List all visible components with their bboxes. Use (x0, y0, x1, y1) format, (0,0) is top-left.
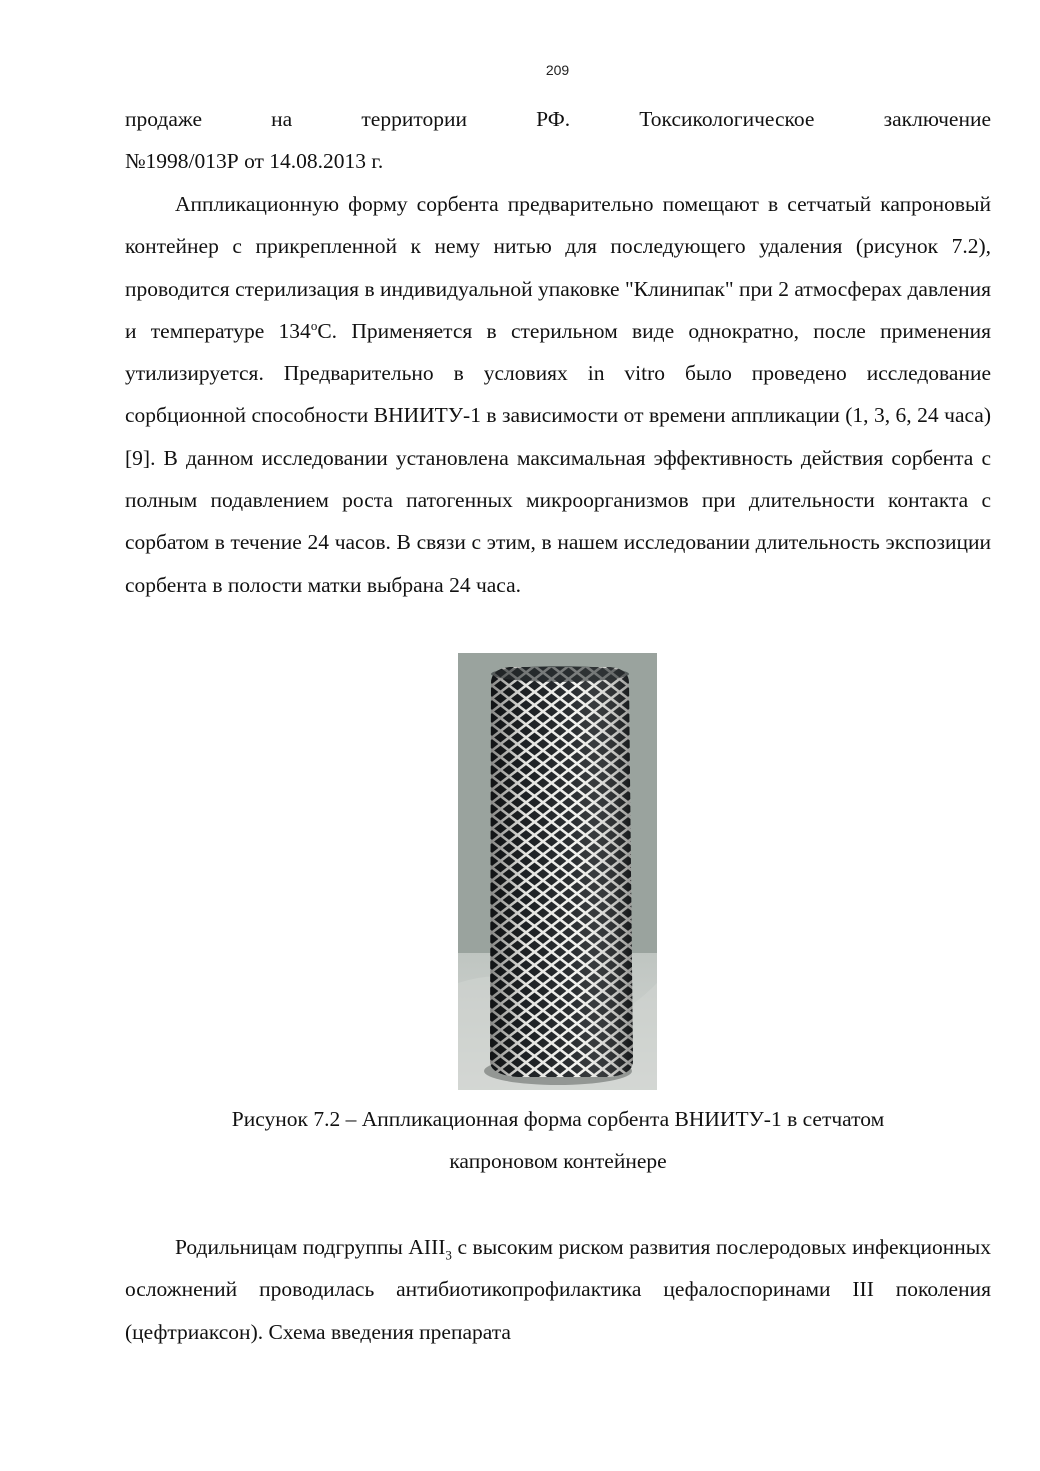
paragraph-continuation (125, 98, 991, 183)
page-number: 209 (545, 62, 570, 78)
mesh-cylinder-shading (490, 667, 633, 1077)
paragraph-main-part2: С. Применяется в стерильном виде однократно, после применения утилизируется. Предварительно в условиях in vitro было проведено исследование сорбционной способности ВНИИТУ-1 в зависимости от времени аппликации (1, 3, 6, 24 часа) [9]. В данном исследовании установлена максимальная эффективность действия сорбента с полным подавлением роста патогенных микроорганизмов при длительности контакта с сорбатом в течение 24 часов. В связи с этим, в нашем исследовании длительность экспозиции сорбента в полости матки выбрана 24 часа. (125, 318, 991, 597)
figure-caption-line2: капроновом контейнере (449, 1149, 667, 1174)
paragraph-main-part1: Аппликационную форму сорбента предварительно помещают в сетчатый капроновый контейнер с прикрепленной к нему нитью для последующего удаления (рисунок 7.2), проводится стерилизация в индивидуальной упаковке "Клинипак" при 2 атмосферах давления и температуре 134 (125, 192, 991, 343)
figure-caption-line1: Рисунок 7.2 – Аппликационная форма сорбента ВНИИТУ-1 в сетчатом (231, 1107, 885, 1131)
paragraph-bottom (125, 1226, 991, 1353)
degree-superscript: o (310, 317, 318, 333)
paragraph-continuation-line1 (125, 98, 991, 140)
paragraph-continuation-line2: №1998/013Р от 14.08.2013 г. (125, 149, 384, 174)
paragraph-main-block (125, 183, 991, 606)
paragraph-bottom-block (125, 1226, 991, 1353)
word: продаже (125, 107, 202, 131)
paragraph-bottom-part1: Родильницам подгруппы АIII (175, 1235, 446, 1259)
mesh-cylinder-image (458, 653, 657, 1090)
word: РФ. (536, 107, 571, 131)
cylinder-top-rim (491, 666, 629, 682)
paragraph-bottom-part2: с высоким риском развития послеродовых инфекционных осложнений проводилась антибиотикопрофилактика цефалоспоринами III поколения (цефтриаксон). Схема введения препарата (125, 1235, 991, 1344)
word: территории (361, 107, 467, 131)
word: Токсикологическое (639, 107, 815, 131)
word: на (271, 107, 293, 131)
subgroup-subscript: 3 (445, 1247, 452, 1263)
paragraph-main (125, 183, 991, 606)
figure-caption (125, 1098, 991, 1183)
figure-photo (458, 653, 657, 1090)
word: заключение (883, 107, 992, 131)
